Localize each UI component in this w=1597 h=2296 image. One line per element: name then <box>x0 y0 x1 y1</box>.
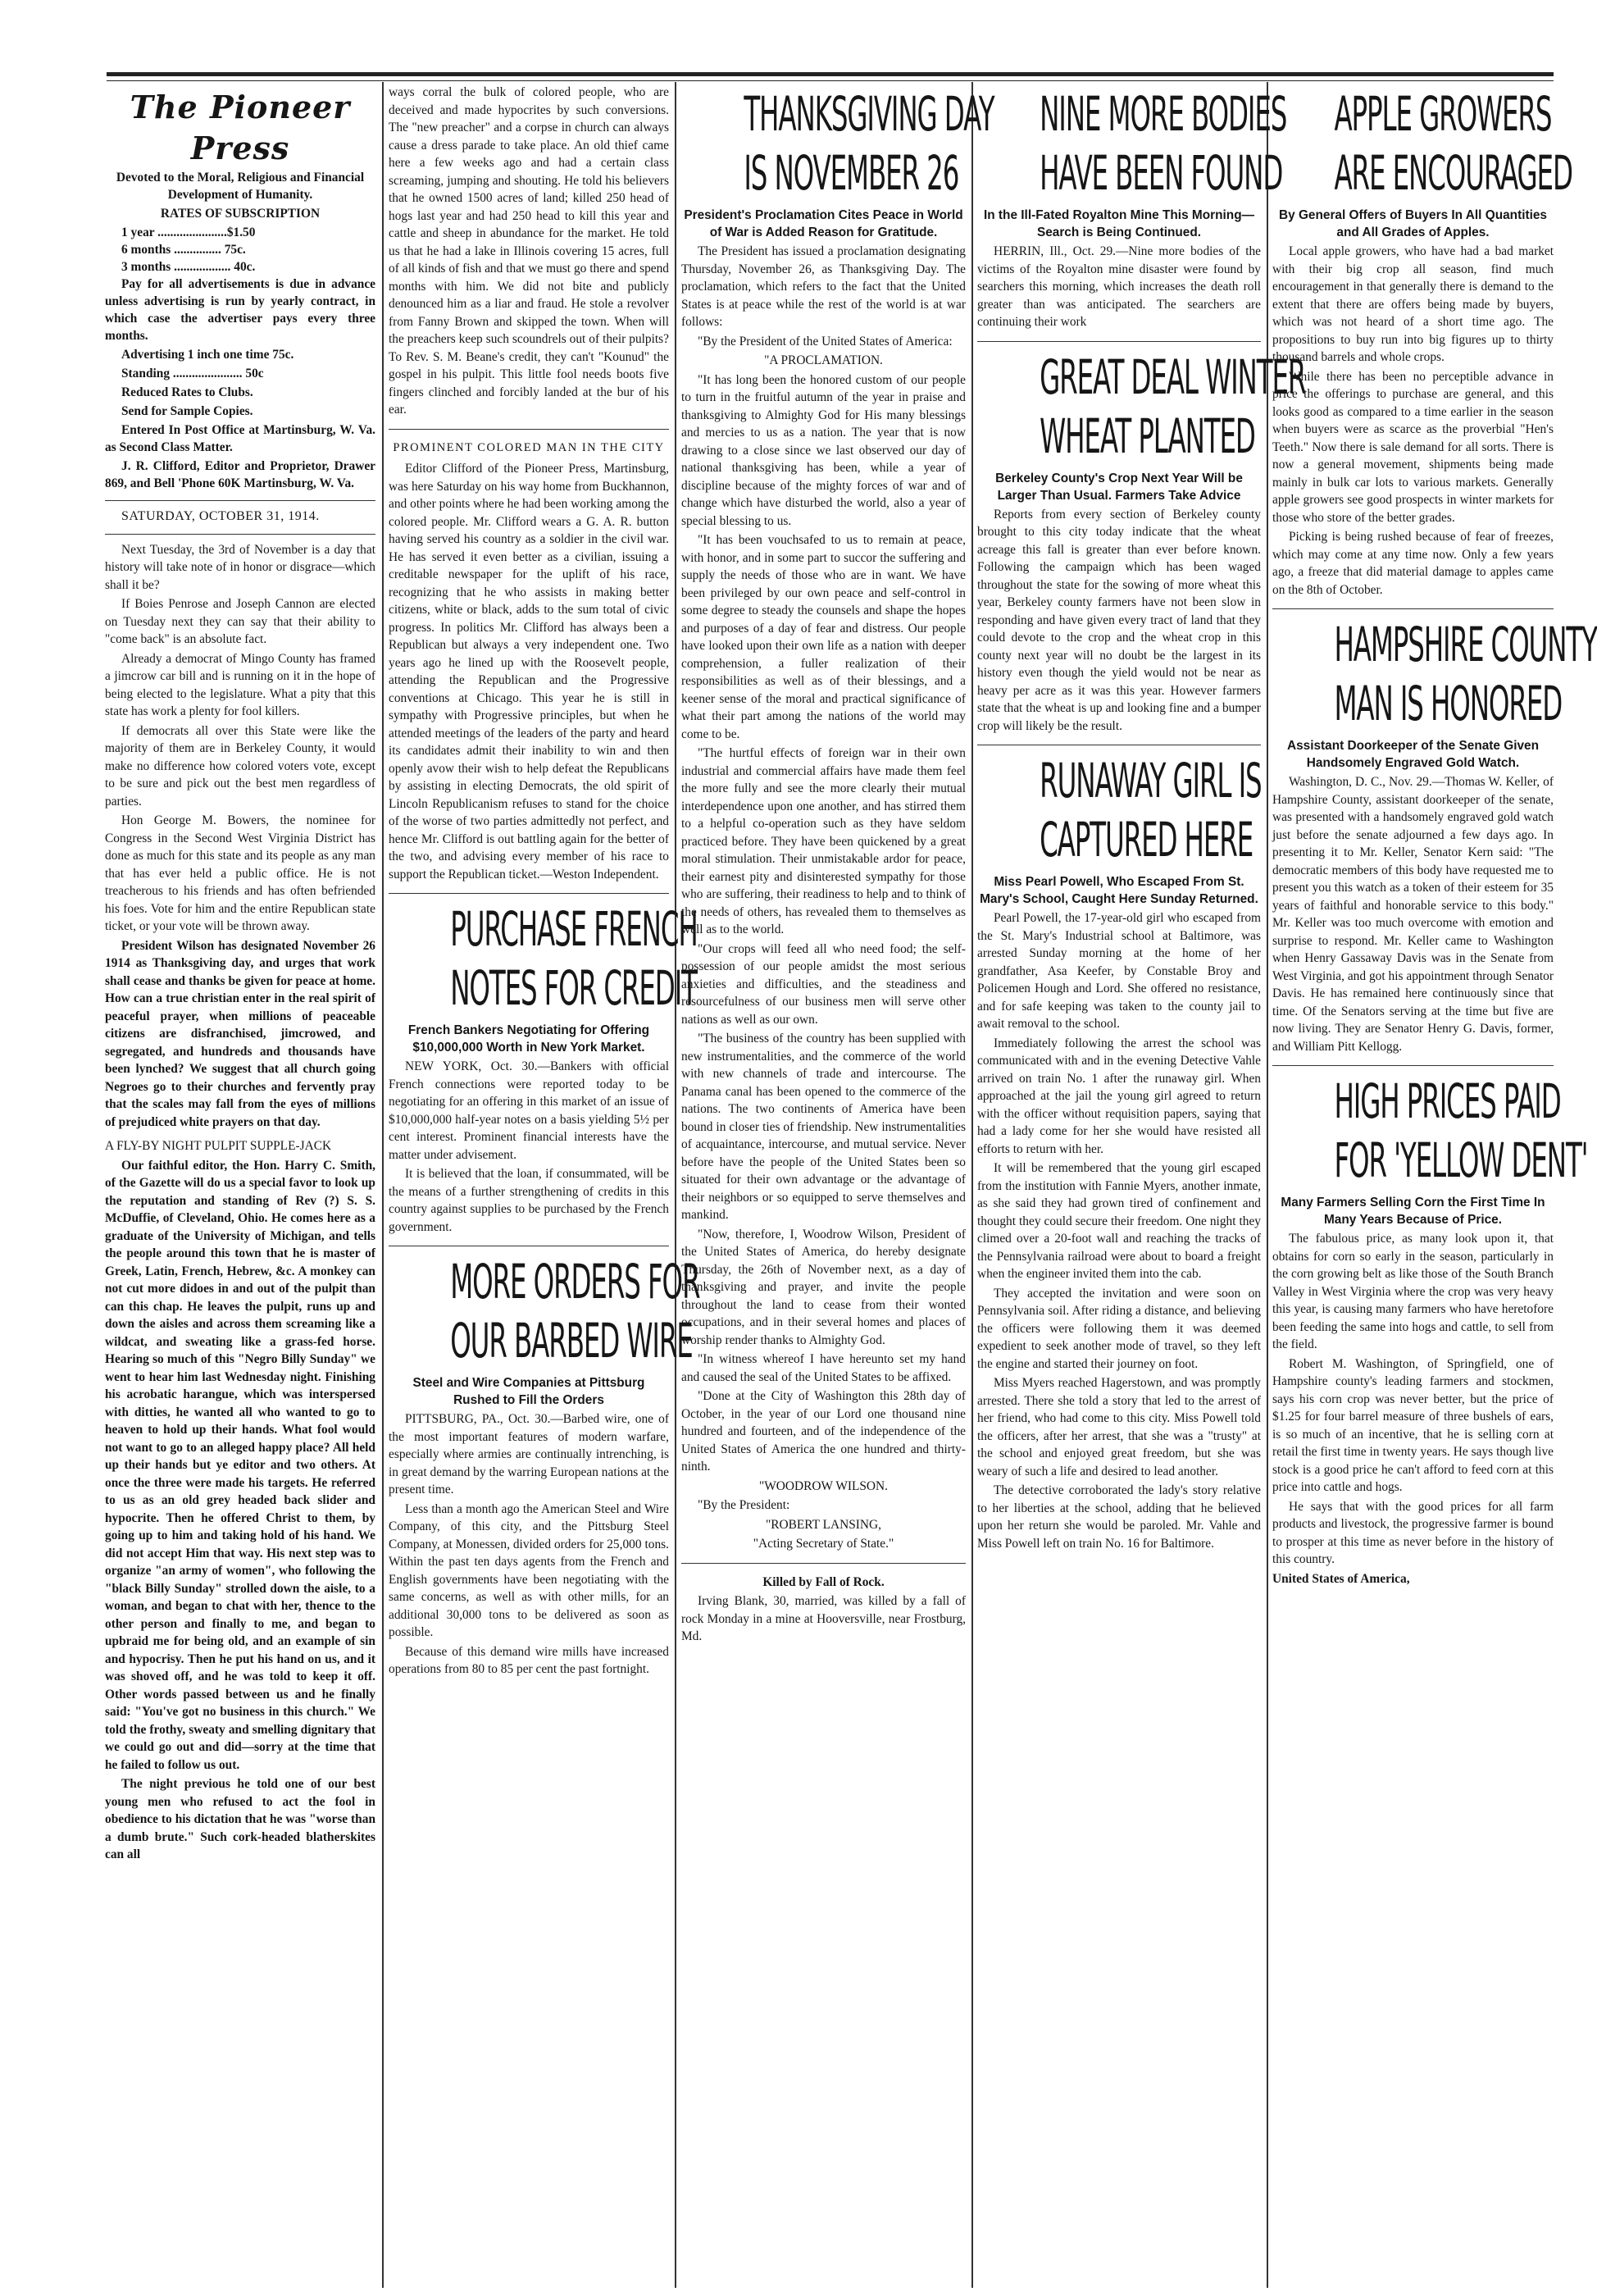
article-heading: PROMINENT COLORED MAN IN THE CITY <box>393 440 665 454</box>
standing-rate: Standing ...................... 50c <box>121 367 264 380</box>
headline: GREAT DEAL WINTER <box>1040 348 1306 405</box>
article-paragraph: Editor Clifford of the Pioneer Press, Martinsburg, was here Saturday on his way home from Buckhannon, and other points where he had been working among the colored people. Mr. Clifford wears a G. A. R. button having served his country as a soldier in the civil war. He has served it even better as a civilian, issuing a creditable newspaper for the uplift of his race, recognizing that he who assists in making better citizens, white or black, adds to the sum total of civic progress. In politics Mr. Clifford has always been a Republican but always a very independent one. Two years ago he lined up with the Roosevelt people, attending the Republican and the Progressive conventions at Chicago. This year he is still in sympathy with Progressive principles, but when he attended meetings of the leaders of the party and heard its candidates admit their inability to win and then openly avow their wish to help defeat the Republicans by assisting in electing Democrats, the old spirit of Lincoln Republicanism refuses to stand for the choice of the worse of two parties admittedly not perfect, and hence Mr. Clifford is out battling again for the better of the two, and advising every member of his race to support the Republican ticket.—Weston Independent. <box>389 462 669 882</box>
subheadline: President's Proclamation Cites Peace in World of War is Added Reason for Gratitude. <box>684 208 963 239</box>
subheadline: Berkeley County's Crop Next Year Will be Larger Than Usual. Farmers Take Advice <box>995 471 1243 503</box>
column-divider <box>971 82 973 2288</box>
headline: RUNAWAY GIRL IS <box>1040 753 1262 809</box>
rate-item: 3 months .................. 40c. <box>121 260 256 274</box>
article-paragraph: Pearl Powell, the 17-year-old girl who escaped from the St. Mary's Industrial school at Baltimore, was arrested Sunday morning at the home of her grandfather, Asa Keefer, by Constable Broy and Policemen Hough and Lord. She offered no resistance, and for safe keeping was taken to the county jail to await removal to the school. <box>977 911 1261 1031</box>
article-paragraph: The night previous he told one of our best young men who refused to act the fool in obedience to his dictation that he was "worse than a dumb brute." Such cork-headed blatherskites can all <box>105 1777 375 1861</box>
divider <box>389 429 669 430</box>
club-rates: Reduced Rates to Clubs. <box>121 385 253 399</box>
article-paragraph: "Now, therefore, I, Woodrow Wilson, President of the United States of America, do hereby designate Thursday, the 26th of November next, as a day of thanksgiving and prayer, and invite the people throughout the land to cease from their wonted occupations, and in their several homes and places of worship render thanks to Almighty God. <box>681 1227 966 1347</box>
article-paragraph: "In witness whereof I have hereunto set my hand and caused the seal of the United States to be affixed. <box>681 1352 966 1384</box>
rates-title: RATES OF SUBSCRIPTION <box>160 207 321 221</box>
article-continuation: ways corral the bulk of colored people, who are deceived and made hypocrites by such conversions. The "new preacher" and a corpse in church can always cause a dress parade to take place. An old thief came here a few weeks ago and had a certain class screaming, jumping and shouting. He told his believers that he owned 1500 acres of land; killed 250 head of hogs last year and had 250 head to kill this year and cattle and sheep in abundance for the market. He told us that he had a lake in Illinois covering 15 acres, full of all kinds of fish and that we must go there and spend months with him. We did not bite and publicly denounced him as a liar and fraud. He stole a revolver from Fanny Brown and skipped the town. When will the preachers keep such scoundrels out of their pulpits? To Rev. S. M. Beane's credit, they can't "Kounud" the gospel in his pulpit. This little fool needs boots five fingers clinched and forcibly landed at the bur of his ear. <box>389 85 669 417</box>
editorial-paragraph: Hon George M. Bowers, the nominee for Congress in the Second West Virginia District has done as much for this state and its people as any man that has ever held a public office. He is not treacherous to his friends and has often befriended his foes. Vote for him and the entire Republican state ticket, or your vote will be thrown away. <box>105 813 375 933</box>
column-divider <box>1267 82 1268 2288</box>
divider <box>977 341 1261 342</box>
article-paragraph: The detective corroborated the lady's story relative to her liberties at the school, adding that he believed upon her return she would be paroled. Mr. Vahle and Miss Powell left on train No. 16 for Baltimore. <box>977 1483 1261 1551</box>
article-paragraph: The President has issued a proclamation designating Thursday, November 26, as Thanksgiving Day. The proclamation, which refers to the fact that the United States is at peace while the rest of the world is at war follows: <box>681 244 966 329</box>
article-paragraph: Local apple growers, who have had a bad market with their big crop all season, find much encouragement in that generally there is demand to the extent that there are offers being made by buyers, which was not heard of a short time ago. The propositions to buy run into big figures up to thirty thousand barrels and whole crops. <box>1272 244 1554 364</box>
article-paragraph: It is believed that the loan, if consummated, will be the means of a further strengthening of credits in this country against supplies to be purchased by the French government. <box>389 1167 669 1234</box>
headline: NOTES FOR CREDIT <box>450 960 697 1016</box>
article-paragraph: "By the President of the United States of America: <box>698 334 953 348</box>
headline: HAMPSHIRE COUNTY <box>1334 617 1597 672</box>
headline: WHEAT PLANTED <box>1040 408 1255 464</box>
top-rule <box>107 72 1554 81</box>
subheadline: Many Farmers Selling Corn the First Time In Many Years Because of Price. <box>1281 1196 1545 1227</box>
rate-item: 1 year ......................$1.50 <box>121 226 256 239</box>
masthead: The Pioneer Press <box>130 89 351 166</box>
headline: ARE ENCOURAGED <box>1334 145 1572 201</box>
headline: MAN IS HONORED <box>1334 676 1563 731</box>
article-paragraph: Reports from every section of Berkeley county brought to this city today indicate that the wheat acreage this fall is greater than ever before known. Following the campaign which has been waged throughout the state for the sowing of more wheat this year, Berkeley county farmers have not been slow in responding and have given every tract of land that they could devote to the crop and the wheat crop in this county next year will no doubt be the largest in its history even though the yield would not be near as heavy per acre as it was this year. However farmers state that the wheat is up and looking fine and a bumper crop will likely be the result. <box>977 507 1261 733</box>
article-heading: A FLY-BY NIGHT PULPIT SUPPLE-JACK <box>105 1139 332 1153</box>
article-paragraph: "It has been vouchsafed to us to remain at peace, with honor, and in some part to succor the suffering and supply the needs of those who are in want. We have been privileged by our own peace and self-control in some degree to steady the counsels and shape the hopes and purposes of a day of fear and distress. Our people have looked upon their own life as a nation with deeper comprehension, a fuller realization of their responsibilities as well as of their blessings, and a keener sense of the moral and practical significance of what their part among the nations of the world may come to be. <box>681 533 966 741</box>
article-heading: Killed by Fall of Rock. <box>762 1574 885 1589</box>
divider <box>389 893 669 894</box>
proclamation-heading: "A PROCLAMATION. <box>764 353 883 367</box>
headline: IS NOVEMBER 26 <box>744 145 959 201</box>
divider <box>1272 1065 1554 1066</box>
column-5 <box>1272 84 1597 2281</box>
article-paragraph: "Done at the City of Washington this 28th day of October, in the year of our Lord one thousand nine hundred and fourteen, and of the independence of the United States of America the one hundred and thirty-ninth. <box>681 1389 966 1474</box>
signature: "WOODROW WILSON. <box>758 1478 889 1493</box>
article-paragraph: United States of America, <box>1272 1571 1410 1586</box>
advertising-rate: Advertising 1 inch one time 75c. <box>121 348 294 362</box>
article-paragraph: While there has been no perceptible advance in price the offerings to purchase are general, and this looks good as compared to a time earlier in the season when buyers were as scarce as the proverbial "Hen's Teeth." Now there is sale demand for all sorts. There is now a general movement, shipments being made mainly in bulk car lots to various markets. Generally apple growers see good prospects in winter markets for those who store of the better grades. <box>1272 369 1554 525</box>
subheadline: In the Ill-Fated Royalton Mine This Morning—Search is Being Continued. <box>983 208 1255 239</box>
article-paragraph: Miss Myers reached Hagerstown, and was promptly arrested. There she told a story that led to the arrest of her friend, who had come to this city. Miss Powell told the officers, after her arrest, that she was a "trusty" at the school and enjoyed great freedom, but she was weary of such a life and desired to lead another. <box>977 1376 1261 1478</box>
article-paragraph: "The business of the country has been supplied with new instrumentalities, and the commerce of the world with new channels of trade and intercourse. The Panama canal has been opened to the commerce of the nations. The two continents of America have been bound in closer ties of friendship. New instrumentalities of acquaintance, intercourse, and mutual service. Never before have the people of the United States been so situated for their own advantage or the advantage of their neighbors or so equipped to serve themselves and mankind. <box>681 1032 966 1222</box>
headline: NINE MORE BODIES <box>1040 86 1287 142</box>
article-paragraph: Immediately following the arrest the school was communicated with and in the evening Detective Vahle arrived on train No. 1 after the runaway girl. When approached at the jail the young girl agreed to return with the officer without requisition papers, saying that had a lady come for her she would have resisted all efforts to return with her. <box>977 1036 1261 1156</box>
divider <box>681 1563 966 1564</box>
article-paragraph: Our faithful editor, the Hon. Harry C. Smith, of the Gazette will do us a special favor to look up the reputation and standing of Rev (?) S. S. McDuffie, of Cleveland, Ohio. He comes here as a graduate of the University of Michigan, and tells the people around this town that he is master of Greek, Latin, French, Hebrew, &c. A monkey can not cut more didoes in and out of the pulpit than can this chap. He leaves the pulpit, runs up and down the aisles and across them screaming like a wildcat, and sweating like a grass-fed horse. Hearing so much of this "Negro Billy Sunday" we went to hear him last Wednesday night. Finishing his acrobatic harangue, which was interspersed with ditties, he wanted all who wanted to go to heaven to hold up their hands. What fool would not want to go to an alleged happy place? All held up their hands but ye editor and two others. At once the three were made his targets. He referred to us as an old grey headed back slider and hypocrite. Then he offered Christ to them, by going up to him and taking hold of his hand. We did not accept Him that way. His next step was to organize "an army of women", who following the "black Billy Sunday" strolled down the aisle, to a woman, and began to chat with her, thence to the other person and finally to me, and began to upbraid me for being old, and an example of sin and hypocrisy. Then he put his hand on us, and it was shoved off, and he was told to keep it off. Other words passed between us and he finally said: "You've got no business in this church." We told the frothy, sweaty and smelling dignitary that we could go out and did—sorry at the time that he failed to follow us out. <box>105 1158 375 1772</box>
motto: Devoted to the Moral, Religious and Financial Development of Humanity. <box>116 171 365 202</box>
masthead-info <box>105 169 375 492</box>
subheadline: French Bankers Negotiating for Offering $10,000,000 Worth in New York Market. <box>407 1023 650 1055</box>
headline: OUR BARBED WIRE <box>450 1313 693 1369</box>
column-3 <box>681 84 994 2281</box>
editor-info: J. R. Clifford, Editor and Proprietor, Drawer 869, and Bell 'Phone 60K Martinsburg, W. Va. <box>105 459 375 490</box>
headline: HAVE BEEN FOUND <box>1040 145 1283 201</box>
article-paragraph: HERRIN, Ill., Oct. 29.—Nine more bodies of the victims of the Royalton mine disaster were found by searchers this morning, which increases the death roll greater than was anticipated. The searchers are continuing their work <box>977 244 1261 329</box>
article-paragraph: "It has long been the honored custom of our people to turn in the fruitful autumn of the year in praise and thanksgiving to Almighty God for His many blessings and mercies to us as a nation. The year that is now drawing to a close since we last observed our day of national thanksgiving has been, while a year of discipline because of the mighty forces of war and of change which have disturbed the world, also a year of special blessing to us. <box>681 372 966 528</box>
editorial-paragraph: President Wilson has designated November 26 1914 as Thanksgiving day, and urges that work shall cease and thanks be given for peace at home. How can a true christian enter in the real spirit of peaceful prayer, when millions of peaceable citizens are disfranchised, jimcrowed, and segregated, and hundreds and thousands have been lynched? We suggest that all church going Negroes go to their churches and fervently pray that the scales may fall from the eyes of millions of prejudiced white prayers on that day. <box>105 938 375 1129</box>
column-divider <box>382 82 384 2288</box>
editorial-paragraph: Already a democrat of Mingo County has framed a jimcrow car bill and is running on it in the hope of being elected to the legislature. What a pity that this state has work a plenty for fool killers. <box>105 651 375 718</box>
rates-list <box>121 224 375 276</box>
headline: MORE ORDERS FOR <box>450 1254 700 1310</box>
article-paragraph: PITTSBURG, PA., Oct. 30.—Barbed wire, one of the most important features of modern warfare, especially where armies are continually intrenching, is in great demand by the warring European nations at the present time. <box>389 1412 669 1496</box>
subheadline: Miss Pearl Powell, Who Escaped From St. Mary's School, Caught Here Sunday Returned. <box>980 875 1258 906</box>
article-paragraph: The fabulous price, as many look upon it, that obtains for corn so early in the season, particularly in the corn growing belt as like those of the South Branch Valley in West Virginia where the crop was very heavy this year, is causing many farmers who have heretofore been feeding the same into hogs and cattle, to sell from the field. <box>1272 1232 1554 1351</box>
article-paragraph: He says that with the good prices for all farm products and livestock, the progressive farmer is bound to prosper at this time as never before in the history of this country. <box>1272 1499 1554 1566</box>
headline: APPLE GROWERS <box>1334 86 1552 142</box>
column-divider <box>675 82 676 2288</box>
article-paragraph: Washington, D. C., Nov. 29.—Thomas W. Keller, of Hampshire County, assistant doorkeeper of the senate, was presented with a handsomely engraved gold watch just before the senate adjourned a few days ago. In presenting it to Mr. Keller, Senator Kern said: "The democratic members of this body have requested me to present you this watch as a token of their esteem for 35 years of faithful and honorable service to this body." Mr. Keller was too much overcome with emotion and surprise to respond. Mr. Keller came to Washington when Henry Gassaway Davis was in the Senate from West Virginia, and got his appointment through Senator Davis. He has remained here continuously since that time. Of the Senators serving at the time but five are now living. They are Senator Henry G. Davis, former, and William Pitt Kellogg. <box>1272 775 1554 1054</box>
article-paragraph: "The hurtful effects of foreign war in their own industrial and commercial affairs have made them feel the more fully and see the more clearly their mutual interdependence upon one another, and has stirred them to a helpful co-operation such as they have seldom practiced before. They have been quickened by a great moral stimulation. Their unmistakable ardor for peace, their earnest pity and disinterested sympathy for those who are suffering, their readiness to help and to think of the needs of others, has revealed them to themselves as well as to the world. <box>681 746 966 936</box>
subheadline: By General Offers of Buyers In All Quantities and All Grades of Apples. <box>1279 208 1547 239</box>
headline: FOR 'YELLOW DENT' <box>1334 1132 1588 1188</box>
article-paragraph: NEW YORK, Oct. 30.—Bankers with official French connections were reported today to be negotiating for an offering in this market of an issue of $10,000,000 half-year notes on a basis yielding 5½ per cent interest. Prominent financial interests have the matter under advisement. <box>389 1059 669 1162</box>
headline: CAPTURED HERE <box>1040 812 1253 868</box>
headline: PURCHASE FRENCH <box>450 901 698 957</box>
column-4 <box>977 84 1306 2281</box>
signature: "ROBERT LANSING, <box>765 1517 882 1532</box>
divider <box>1272 608 1554 609</box>
article-paragraph: Less than a month ago the American Steel and Wire Company, of this city, and the Pittsburg Steel Company, at Monessen, divided orders for 25,000 tons. Within the past ten days agents from the French and English governments have been negotiating with the same concerns, as well as with other mills, for an additional 30,000 tons to be delivered as soon as possible. <box>389 1501 669 1639</box>
article-paragraph: "Our crops will feed all who need food; the self-possession of our people amidst the most serious anxieties and difficulties, and the steadiness and resourcefulness of our business men will serve other nations as well as our own. <box>681 941 966 1027</box>
editorial-paragraph: Next Tuesday, the 3rd of November is a day that history will take note of in honor or disgrace—which shall it be? <box>105 542 375 592</box>
column-1 <box>105 84 375 2281</box>
article-paragraph: They accepted the invitation and were soon on Pennsylvania soil. After riding a distance, and believing the officers were following them it was deemed expedient to seek another mode of travel, so they left the engine and started their journey on foot. <box>977 1286 1261 1371</box>
headline: HIGH PRICES PAID <box>1334 1073 1561 1129</box>
article-paragraph: Because of this demand wire mills have increased operations from 80 to 85 per cent the past fortnight. <box>389 1644 669 1676</box>
article-paragraph: It will be remembered that the young girl escaped from the institution with Fannie Myers, another inmate, as she said they had grown tired of confinement and thought they could secure their freedom. One night they climed over a 20-foot wall and reaching the tracks of the Pennsylvania railroad were about to board a freight when the engineer invited them into the cab. <box>977 1161 1261 1281</box>
issue-date: SATURDAY, OCTOBER 31, 1914. <box>121 509 320 523</box>
article-paragraph: Robert M. Washington, of Springfield, one of Hampshire county's leading farmers and stockmen, says his corn crop was never better, but the price of $1.25 for four barrel measure of three bushels of ears, is so much of an incentive, that he is selling corn at retail the first time in twenty years. He says though live stock is a good price he can't afford to feed corn at this price into cattle and hogs. <box>1272 1356 1554 1494</box>
post-office-entry: Entered In Post Office at Martinsburg, W. Va. as Second Class Matter. <box>105 423 375 454</box>
subheadline: Steel and Wire Companies at Pittsburg Rushed to Fill the Orders <box>412 1376 645 1407</box>
signature: "By the President: <box>698 1498 790 1512</box>
divider <box>105 534 375 535</box>
editorial-paragraph: If democrats all over this State were like the majority of them are in Berkeley County, it would make no difference how colored voters vote, except to be sure and pick out the best men regardless of parties. <box>105 723 375 809</box>
subheadline: Assistant Doorkeeper of the Senate Given Handsomely Engraved Gold Watch. <box>1286 739 1540 770</box>
editorial-paragraph: If Boies Penrose and Joseph Cannon are elected on Tuesday next they can say that their ability to "come back" is an absolute fact. <box>105 597 375 646</box>
article-paragraph: Picking is being rushed because of fear of freezes, which may come at any time now. Only a few years ago, a freeze that did material damage to apples came on the 8th of October. <box>1272 530 1554 597</box>
payment-note: Pay for all advertisements is due in advance unless advertising is run by yearly contract, in which case the advertiser pays every three months. <box>105 277 375 343</box>
rate-item: 6 months ............... 75c. <box>121 243 246 257</box>
sample-copies: Send for Sample Copies. <box>121 404 253 418</box>
headline: THANKSGIVING DAY <box>744 86 994 142</box>
divider <box>105 500 375 501</box>
column-2 <box>389 84 700 2281</box>
signature: "Acting Secretary of State." <box>753 1537 894 1551</box>
article-paragraph: Irving Blank, 30, married, was killed by a fall of rock Monday in a mine at Hooversville, near Frostburg, Md. <box>681 1594 966 1643</box>
